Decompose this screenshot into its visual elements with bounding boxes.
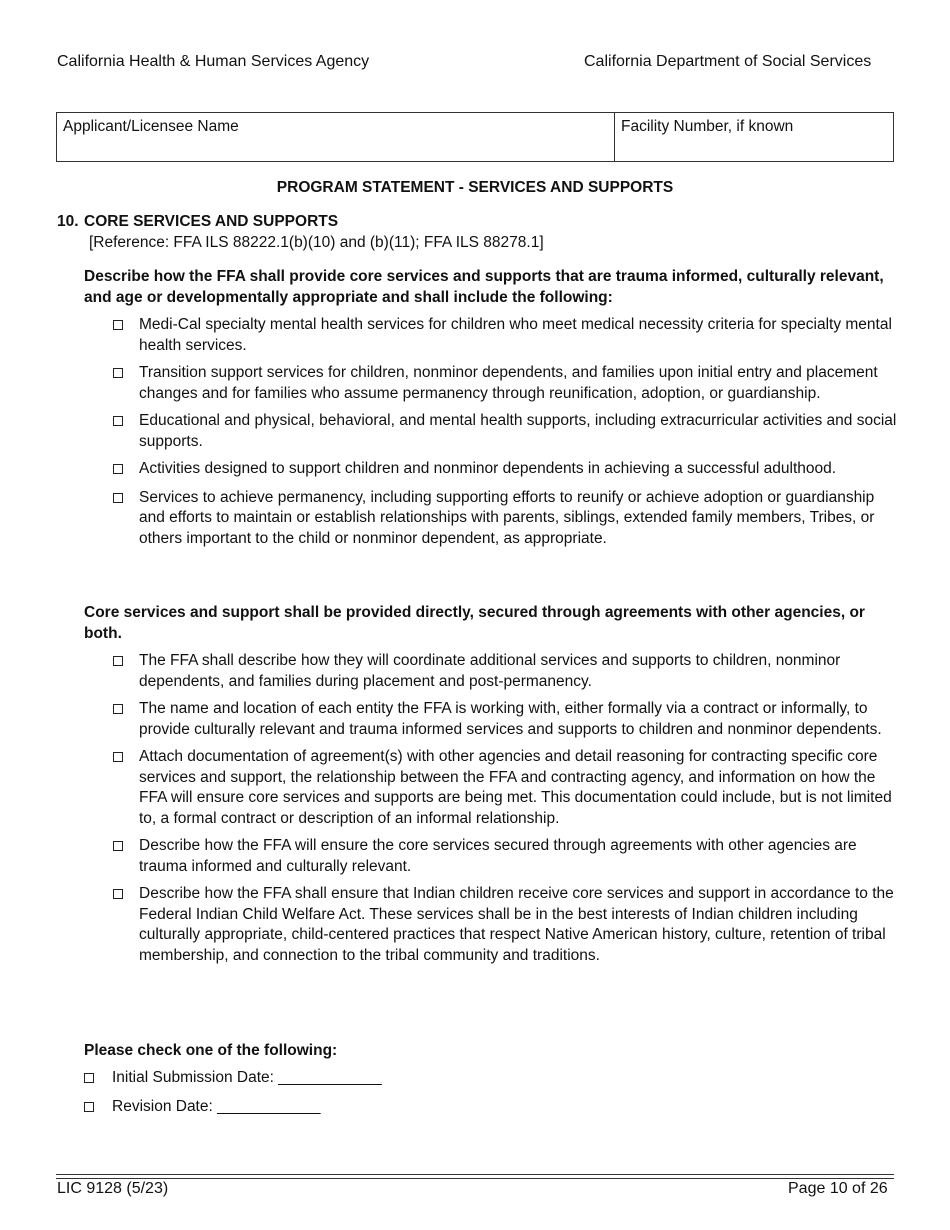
form-title: PROGRAM STATEMENT - SERVICES AND SUPPORTS [276, 179, 674, 196]
list-item: Services to achieve permanency, including supporting efforts to reunify or achieve adoption or guardianship and efforts to maintain or establish relationships with parents, siblings, extended family members, Tribes, or others important to the child or nonminor dependent, as appropriate. [113, 488, 898, 550]
checkbox[interactable] [113, 841, 123, 851]
checkbox[interactable] [113, 704, 123, 714]
checkbox[interactable] [113, 889, 123, 899]
agreements-instructions: Core services and support shall be provided directly, secured through agreements with other agencies, or both. [84, 604, 865, 642]
initial-submission-checkbox[interactable] [84, 1073, 94, 1083]
submission-option-revision [84, 1097, 484, 1118]
submission-options [84, 1068, 484, 1126]
list-item: Describe how the FFA shall ensure that Indian children receive core services and support in accordance to the Federal Indian Child Welfare Act. These services shall be in the best interests of Indian children including culturally appropriate, child-centered practices that respect Native American history, culture, retention of tribal membership, and connection to the tribal community and traditions. [113, 884, 898, 966]
checkbox[interactable] [113, 752, 123, 762]
list-item: Medi-Cal specialty mental health services for children who meet medical necessity criteria for specialty mental health services. [113, 315, 898, 356]
checkbox[interactable] [113, 656, 123, 666]
initial-submission-label: Initial Submission Date: ____________ [112, 1069, 382, 1086]
list-item: The FFA shall describe how they will coordinate additional services and supports to children, nonminor dependents, and families during placement and post-permanency. [113, 651, 898, 692]
applicant-name-label: Applicant/Licensee Name [63, 118, 239, 135]
applicant-name-field[interactable] [57, 113, 615, 161]
section-title: CORE SERVICES AND SUPPORTS [84, 213, 339, 230]
section-number: 10. [57, 213, 79, 230]
checkbox[interactable] [113, 320, 123, 330]
form-id: LIC 9128 (5/23) [57, 1180, 169, 1197]
header-agency-right: California Department of Social Services [584, 53, 872, 70]
checkbox[interactable] [113, 493, 123, 503]
list-item: Attach documentation of agreement(s) with other agencies and detail reasoning for contracting specific core services and support, the relationship between the FFA and contracting agency, and information on how the FFA will ensure core services and supports are being met. This documentation could include, but is not limited to, a formal contract or description of an informal relationship. [113, 747, 898, 829]
agreements-checklist [113, 651, 898, 966]
checkbox[interactable] [113, 368, 123, 378]
checkbox[interactable] [113, 416, 123, 426]
core-services-checklist [113, 315, 898, 549]
revision-label: Revision Date: ____________ [112, 1098, 321, 1115]
list-item: Activities designed to support children and nonminor dependents in achieving a successful adulthood. [113, 459, 898, 481]
applicant-info-box [56, 112, 894, 162]
section-reference: [Reference: FFA ILS 88222.1(b)(10) and (b)(11); FFA ILS 88278.1] [89, 234, 544, 251]
list-item: The name and location of each entity the FFA is working with, either formally via a contract or informally, to provide culturally relevant and trauma informed services and supports to children and nonminor dependents. [113, 699, 898, 740]
submission-prompt: Please check one of the following: [84, 1042, 338, 1059]
header-agency-left: California Health & Human Services Agency [57, 53, 370, 70]
checkbox[interactable] [113, 464, 123, 474]
facility-number-label: Facility Number, if known [621, 118, 794, 135]
revision-checkbox[interactable] [84, 1102, 94, 1112]
list-item: Educational and physical, behavioral, and mental health supports, including extracurricular activities and social supports. [113, 411, 898, 452]
list-item: Describe how the FFA will ensure the core services secured through agreements with other agencies are trauma informed and culturally relevant. [113, 836, 898, 877]
submission-option-initial [84, 1068, 484, 1089]
core-services-instructions: Describe how the FFA shall provide core services and supports that are trauma informed, culturally relevant, and age or developmentally appropriate and shall include the following: [84, 268, 884, 306]
list-item: Transition support services for children, nonminor dependents, and families upon initial entry and placement changes and for families who assume permanency through reunification, adoption, or guardianship. [113, 363, 898, 404]
footer-divider [56, 1174, 894, 1179]
facility-number-field[interactable] [615, 113, 893, 161]
page-number: Page 10 of 26 [788, 1180, 888, 1197]
